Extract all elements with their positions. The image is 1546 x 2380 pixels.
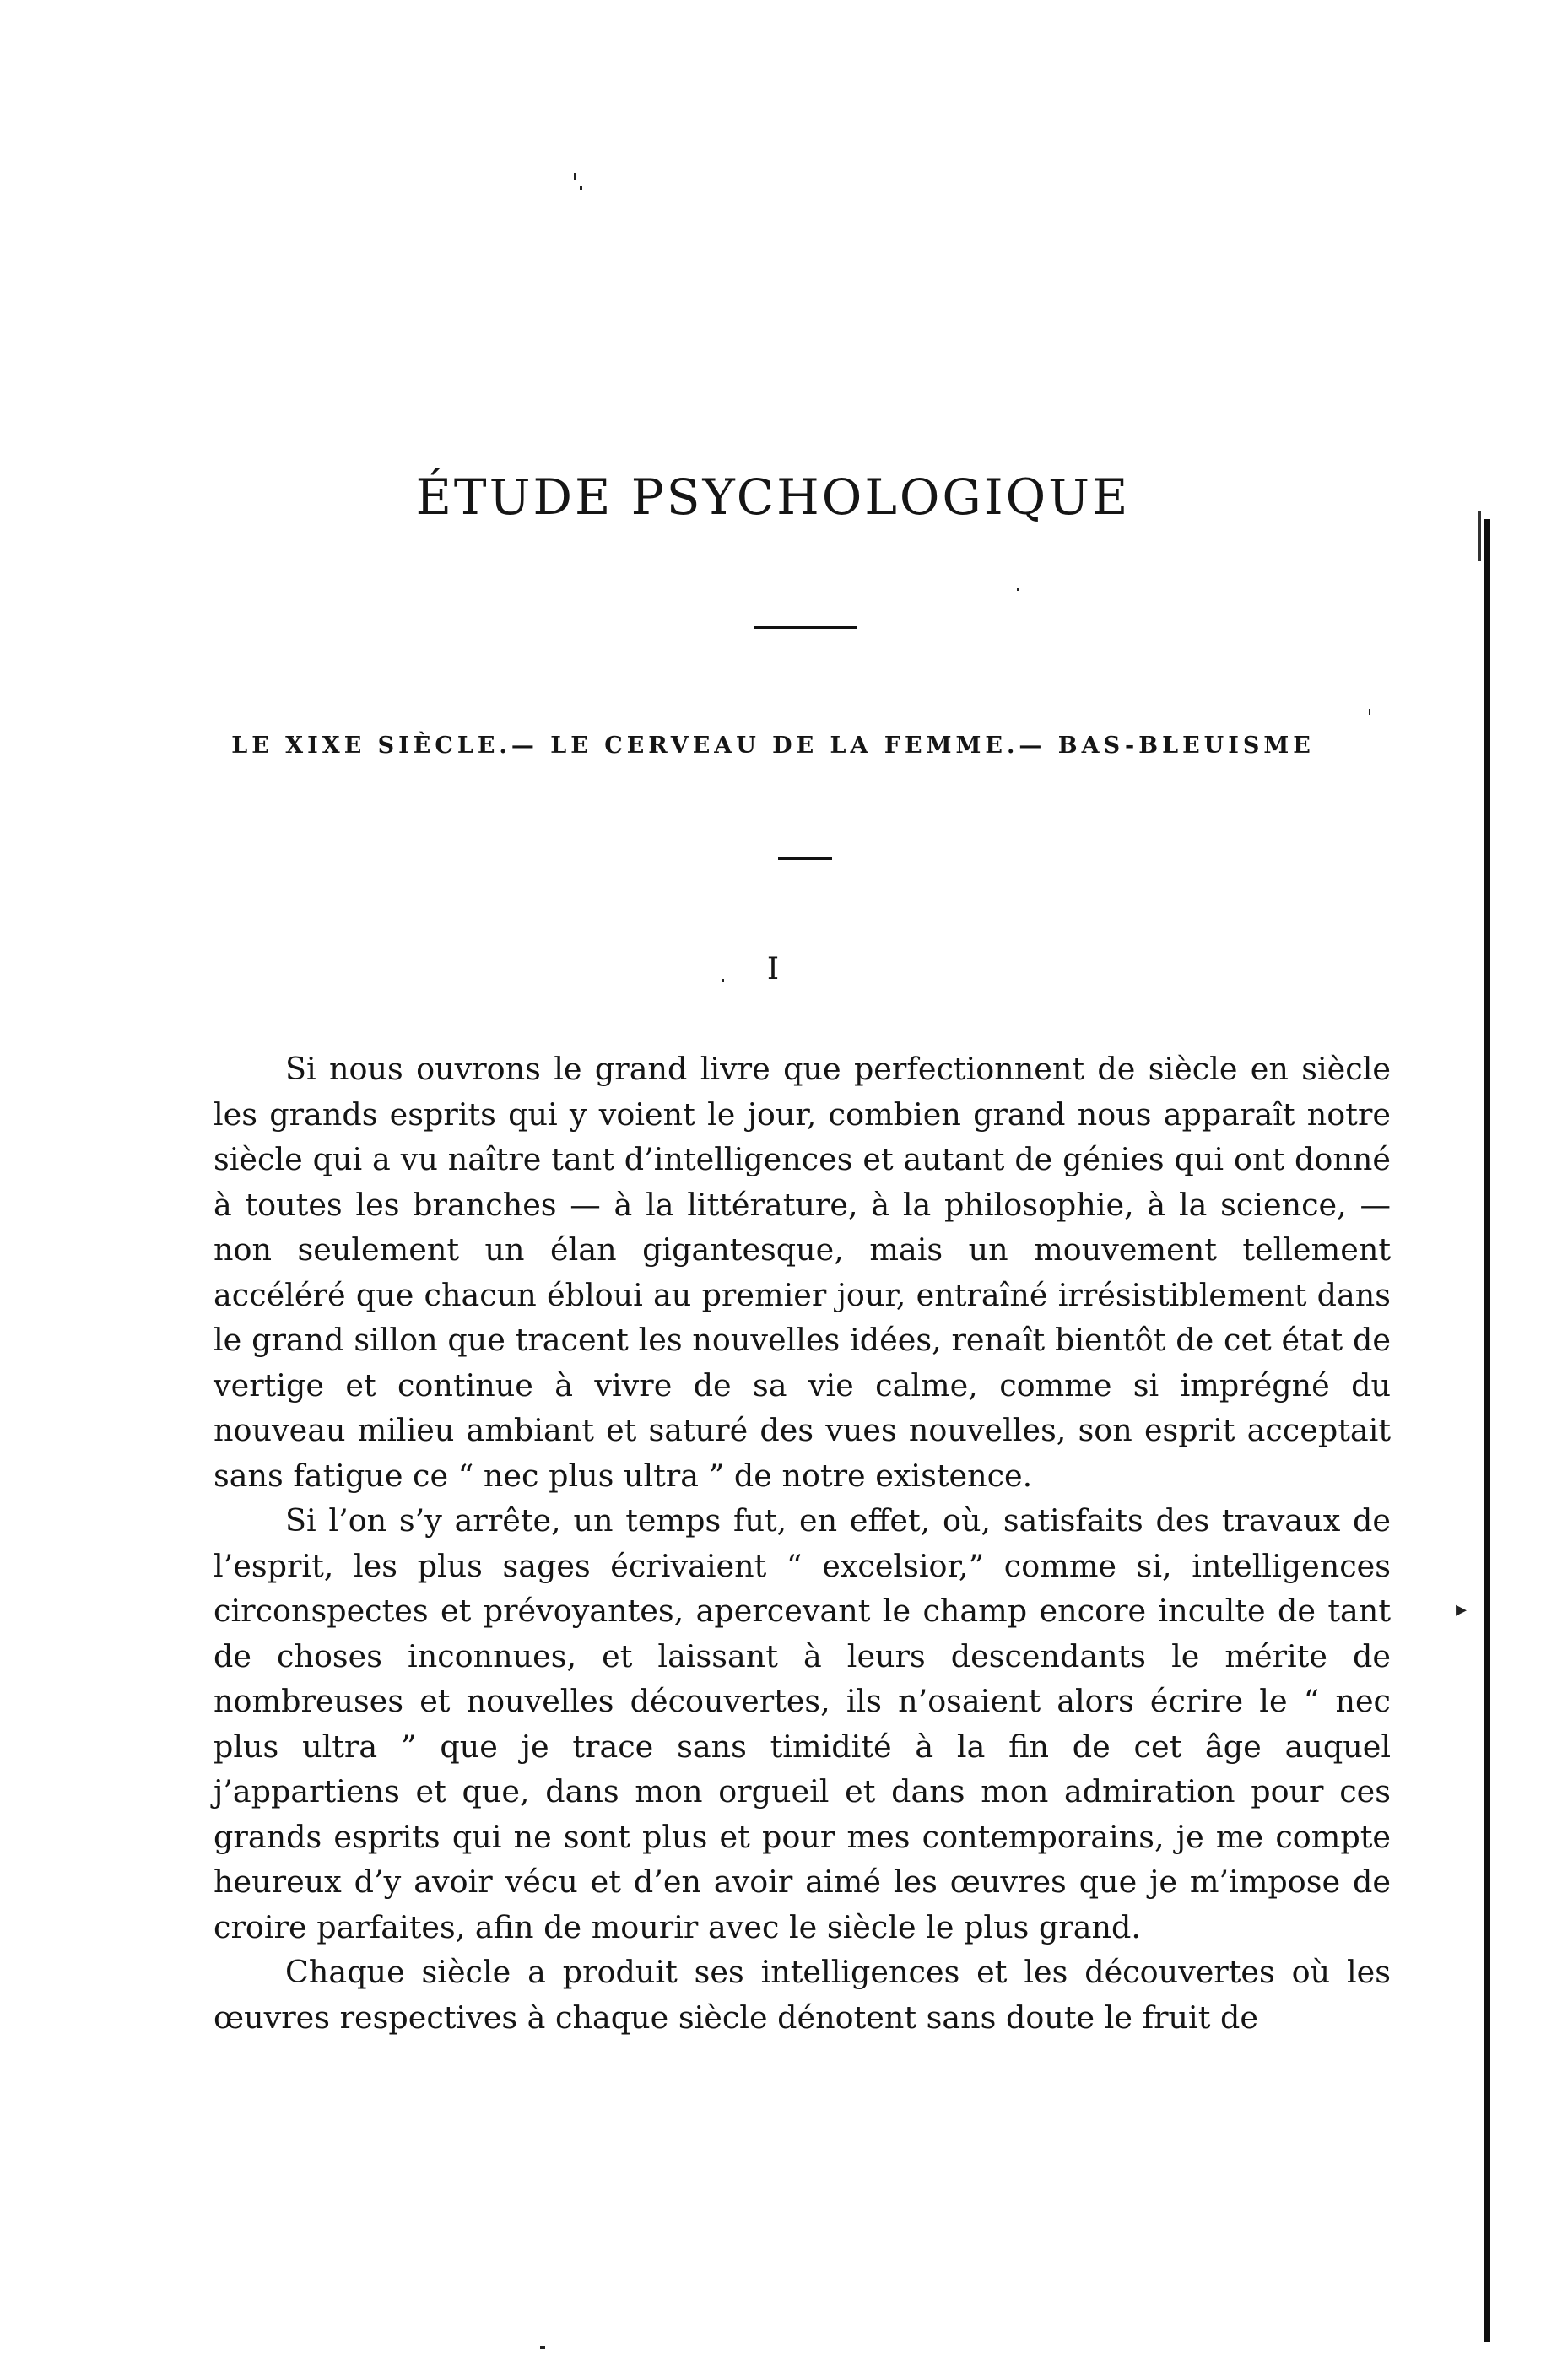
stray-ink-mark [580, 186, 582, 190]
subtitle-divider [778, 857, 832, 860]
stray-ink-mark [540, 2346, 545, 2349]
paragraph: Chaque siècle a produit ses intelligences et les découvertes où les œuvres respectives à chaque siècle dénotent sans doute le fruit de [214, 1954, 1391, 2036]
stray-ink-mark [1369, 709, 1370, 715]
paragraph: Si l’on s’y arrête, un temps fut, en effet, où, satisfaits des travaux de l’esprit, les plus sages écrivaient “ excelsior,” comme si, intelligences circonspectes et prévoyantes, apercevant le champ encore inculte de tant de choses inconnues, et laissant à leurs descendants le mérite de nombreuses et nouvelles découvertes, ils n’osaient alors écrire le “ nec plus ultra ” que je trace sans timidité à la fin de cet âge auquel j’appartiens et que, dans mon orgueil et dans mon admiration pour ces grands esprits qui ne sont plus et pour mes contemporains, je me compte heureux d’y avoir vécu et d’en avoir aimé les œuvres que je m’impose de croire parfaites, afin de mourir avec le siècle le plus grand. [214, 1502, 1391, 1945]
page-edge-line [1484, 519, 1490, 2342]
title-divider [754, 626, 857, 629]
margin-mark-icon: ▸ [1456, 1597, 1468, 1622]
paragraph: Si nous ouvrons le grand livre que perfectionnent de siècle en siècle les grands esprits qui y voient le jour, combien grand nous apparaît notre siècle qui a vu naître tant d’intelligences et autant de génies qui ont donné à toutes les branches — à la littérature, à la philosophie, à la science, — non seulement un élan gigantesque, mais un mouvement tellement accéléré que chacun ébloui au premier jour, entraîné irrésistiblement dans le grand sillon que tracent les nouvelles idées, renaît bientôt de cet état de vertige et continue à vivre de sa vie calme, comme si imprégné du nouveau milieu ambiant et saturé des vues nouvelles, son esprit acceptait sans fatigue ce “ nec plus ultra ” de notre existence. [214, 1051, 1391, 1494]
body-text [214, 1047, 1391, 2040]
page-subtitle: LE XIXE SIÈCLE.— LE CERVEAU DE LA FEMME.— BAS-BLEUISME [231, 733, 1315, 759]
section-number: I [766, 952, 780, 987]
page-title: ÉTUDE PSYCHOLOGIQUE [415, 468, 1131, 526]
page-edge-shadow [1478, 511, 1481, 561]
stray-ink-mark [574, 173, 576, 180]
stray-ink-mark [1017, 588, 1019, 591]
